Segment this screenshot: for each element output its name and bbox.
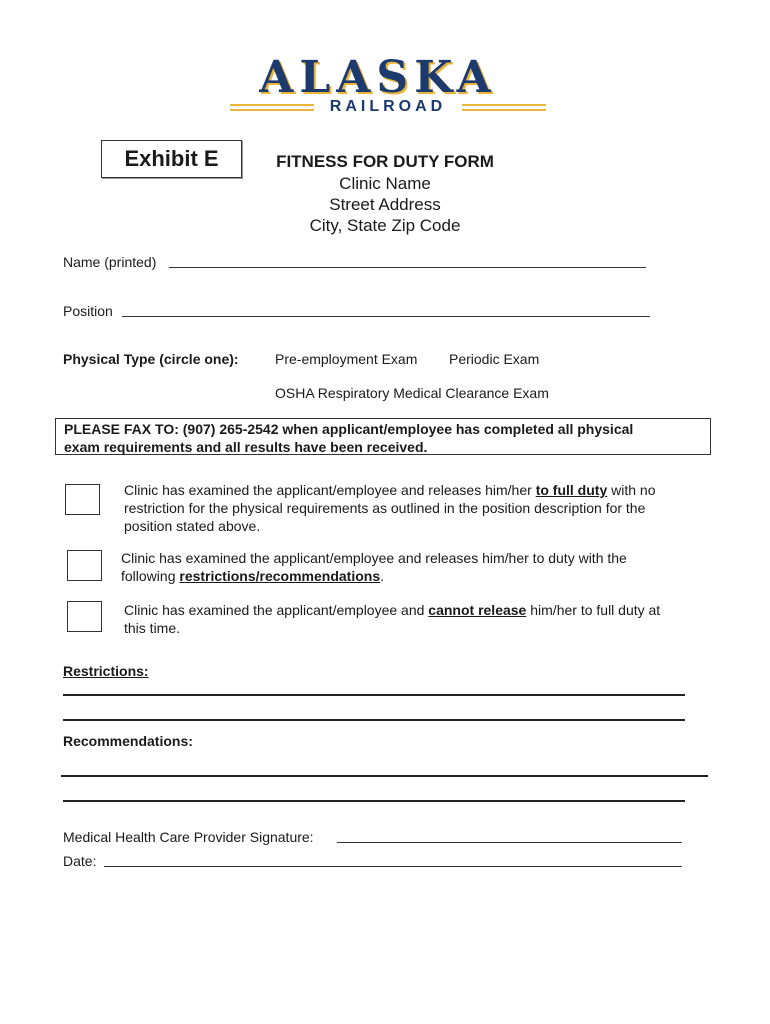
recommendations-line[interactable] bbox=[63, 800, 685, 802]
position-input[interactable] bbox=[122, 316, 650, 317]
option-text: Clinic has examined the applicant/employee and releases him/her bbox=[124, 482, 536, 498]
option-text: Clinic has examined the applicant/employee and releases him/her to duty with the bbox=[121, 550, 627, 566]
option-full-duty-text bbox=[124, 481, 724, 535]
option-restrictions-text bbox=[121, 549, 721, 585]
option-text: restriction for the physical requirements as outlined in the position description for the bbox=[124, 500, 646, 516]
restrictions-checkbox[interactable] bbox=[67, 550, 102, 581]
emphasis-text: restrictions/recommendations bbox=[179, 568, 381, 584]
logo-railroad-text: RAILROAD bbox=[329, 98, 447, 115]
restrictions-line[interactable] bbox=[63, 694, 685, 696]
exhibit-label: Exhibit E bbox=[101, 140, 242, 178]
signature-input[interactable] bbox=[337, 842, 682, 843]
name-label: Name (printed) bbox=[63, 254, 157, 270]
restrictions-label: Restrictions: bbox=[63, 663, 149, 679]
name-input[interactable] bbox=[169, 267, 646, 268]
fax-notice-line2: exam requirements and all results have been received. bbox=[64, 439, 428, 455]
logo-rule bbox=[462, 104, 546, 106]
physical-type-label: Physical Type (circle one): bbox=[63, 351, 239, 367]
emphasis-text: to full duty bbox=[535, 482, 608, 498]
option-cannot-release-text bbox=[124, 601, 724, 637]
fax-notice bbox=[55, 418, 711, 455]
option-text: with no bbox=[607, 482, 656, 498]
option-pre-employment[interactable]: Pre-employment Exam bbox=[275, 351, 418, 367]
date-input[interactable] bbox=[104, 866, 682, 867]
emphasis-text: cannot release bbox=[428, 602, 527, 618]
option-osha-respiratory[interactable]: OSHA Respiratory Medical Clearance Exam bbox=[275, 385, 549, 401]
logo-rule bbox=[230, 109, 314, 111]
alaska-railroad-logo: ALASKA bbox=[259, 52, 497, 103]
cannot-release-checkbox[interactable] bbox=[67, 601, 102, 632]
option-periodic[interactable]: Periodic Exam bbox=[449, 351, 540, 367]
form-title: FITNESS FOR DUTY FORM bbox=[276, 152, 494, 171]
option-text: following bbox=[121, 568, 180, 584]
recommendations-label: Recommendations: bbox=[63, 733, 193, 749]
option-text: position stated above. bbox=[124, 518, 261, 534]
logo-rule bbox=[230, 104, 314, 106]
recommendations-line[interactable] bbox=[61, 775, 708, 777]
position-label: Position bbox=[63, 303, 113, 319]
option-text: Clinic has examined the applicant/employee and bbox=[124, 602, 429, 618]
restrictions-line[interactable] bbox=[63, 719, 685, 721]
full-duty-checkbox[interactable] bbox=[65, 484, 100, 515]
street-address: Street Address bbox=[329, 195, 441, 214]
logo-subtitle bbox=[230, 97, 546, 119]
signature-label: Medical Health Care Provider Signature: bbox=[63, 829, 314, 845]
logo-rule bbox=[462, 109, 546, 111]
city-state-zip: City, State Zip Code bbox=[309, 216, 461, 235]
fax-notice-line1: PLEASE FAX TO: (907) 265-2542 when applicant/employee has completed all physical bbox=[64, 421, 634, 437]
option-text: this time. bbox=[124, 620, 181, 636]
option-text: him/her to full duty at bbox=[526, 602, 661, 618]
clinic-name: Clinic Name bbox=[339, 174, 431, 193]
date-label: Date: bbox=[63, 853, 97, 869]
option-text: . bbox=[380, 568, 384, 584]
